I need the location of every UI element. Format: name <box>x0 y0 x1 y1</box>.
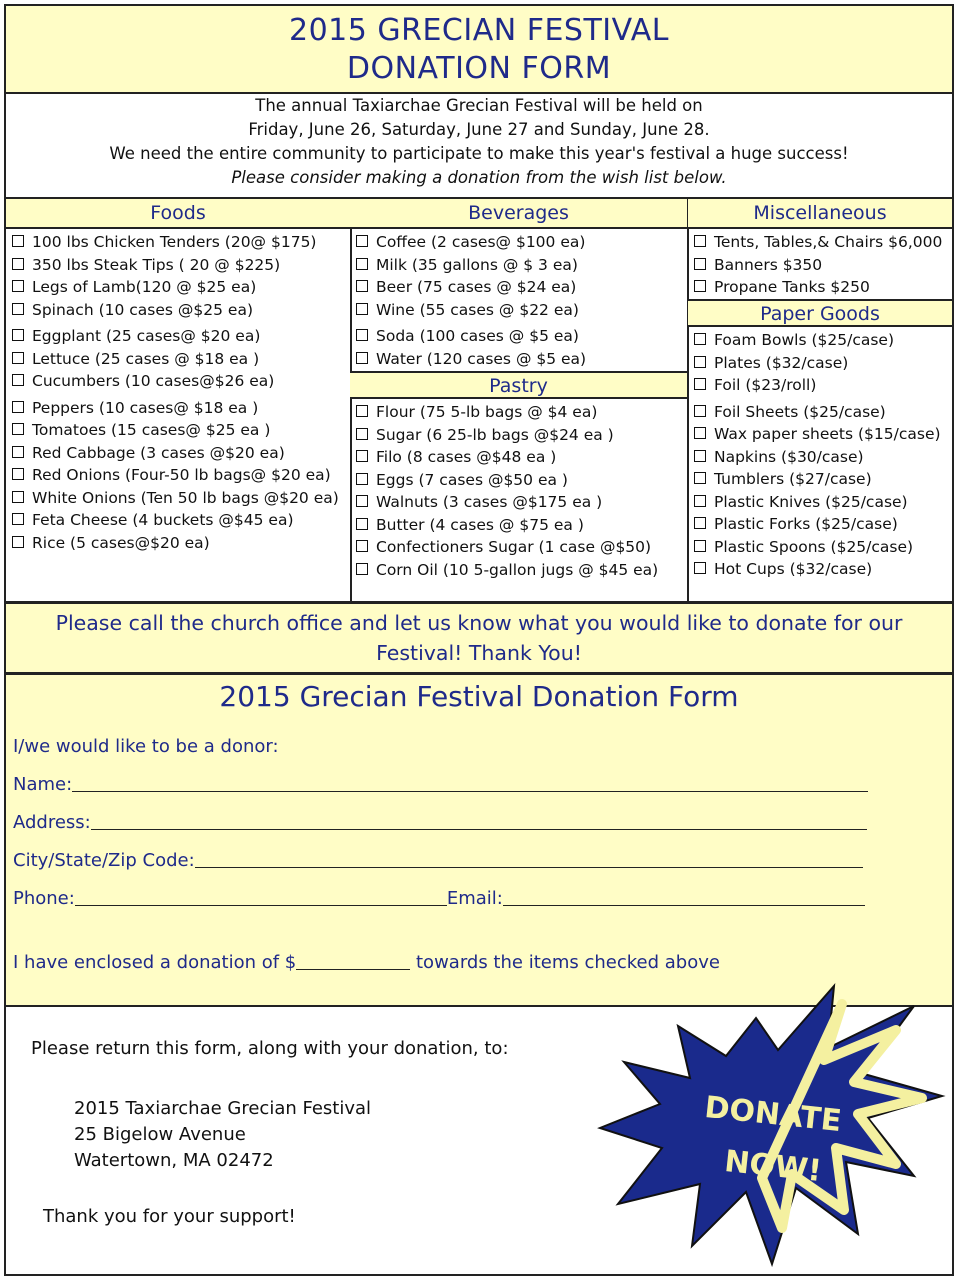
item-label: White Onions (Ten 50 lb bags @$20 ea) <box>32 488 339 507</box>
phone-row <box>13 887 865 911</box>
checklist-item[interactable] <box>356 491 687 514</box>
address-line: 2015 Taxiarchae Grecian Festival <box>74 1098 372 1119</box>
intro-line: We need the entire community to participate to make this year's festival a huge success! <box>109 144 849 163</box>
paper-list <box>688 327 952 581</box>
item-label: Lettuce (25 cases @ $18 ea ) <box>32 349 260 368</box>
checkbox-icon[interactable] <box>12 352 24 364</box>
foods-column <box>6 199 352 601</box>
checklist-item[interactable] <box>12 325 350 348</box>
item-label: Filo (8 cases @$48 ea ) <box>376 448 557 466</box>
item-label: Foil Sheets ($25/case) <box>714 402 886 421</box>
item-label: Eggs (7 cases @$50 ea ) <box>376 470 568 489</box>
address-label: Address: <box>13 812 91 833</box>
misc-column <box>688 199 952 601</box>
donate-now-badge <box>596 978 946 1268</box>
checklist-item[interactable] <box>356 348 687 371</box>
checkbox-icon[interactable] <box>12 303 24 315</box>
checklist-item[interactable] <box>694 329 952 352</box>
item-label: Peppers (10 cases@ $18 ea ) <box>32 398 259 417</box>
checklist-item[interactable] <box>12 276 350 299</box>
amount-field[interactable] <box>296 953 410 970</box>
checklist-item[interactable] <box>356 559 687 582</box>
address-line: Watertown, MA 02472 <box>74 1150 274 1171</box>
item-label: Legs of Lamb(120 @ $25 ea) <box>32 278 257 296</box>
name-label: Name: <box>13 774 73 795</box>
checklist-item[interactable] <box>356 401 687 424</box>
checkbox-icon[interactable] <box>356 428 368 440</box>
checklist-item[interactable] <box>694 352 952 375</box>
checklist-item[interactable] <box>356 254 687 277</box>
return-intro: Please return this form, along with your donation, to: <box>31 1038 509 1059</box>
address-row <box>13 811 867 835</box>
city-row <box>13 849 863 873</box>
checklist-item[interactable] <box>12 532 350 555</box>
checklist-item[interactable] <box>12 397 350 420</box>
checklist-item[interactable] <box>694 513 952 536</box>
item-label: Flour (75 5-lb bags @ $4 ea) <box>376 403 598 421</box>
item-label: Plates ($32/case) <box>714 353 849 372</box>
checklist-item[interactable] <box>694 423 952 446</box>
checkbox-icon[interactable] <box>694 450 706 462</box>
name-field[interactable] <box>72 775 868 792</box>
checkbox-icon[interactable] <box>694 562 706 574</box>
misc-list <box>688 229 952 299</box>
checkbox-icon[interactable] <box>694 427 706 439</box>
pastry-list <box>350 399 687 581</box>
checkbox-icon[interactable] <box>356 405 368 417</box>
item-label: 100 lbs Chicken Tenders (20@ $175) <box>32 233 317 251</box>
enclosed-suffix: towards the items checked above <box>416 952 720 973</box>
checkbox-icon[interactable] <box>12 513 24 525</box>
item-label: Corn Oil (10 5-gallon jugs @ $45 ea) <box>376 560 659 579</box>
checkbox-icon[interactable] <box>694 258 706 270</box>
checklist-item[interactable] <box>12 299 350 322</box>
page-title: 2015 GRECIAN FESTIVAL <box>289 13 669 48</box>
checklist-item[interactable] <box>694 558 952 581</box>
item-label: Eggplant (25 cases@ $20 ea) <box>32 327 261 345</box>
item-label: Tents, Tables,& Chairs $6,000 <box>714 233 943 251</box>
checkbox-icon[interactable] <box>356 540 368 552</box>
city-label: City/State/Zip Code: <box>13 850 195 871</box>
donation-form <box>4 673 954 1007</box>
checkbox-icon[interactable] <box>12 258 24 270</box>
checkbox-icon[interactable] <box>356 329 368 341</box>
checklist-item[interactable] <box>694 536 952 559</box>
checkbox-icon[interactable] <box>694 280 706 292</box>
checklist-item[interactable] <box>694 231 952 254</box>
misc-heading: Miscellaneous <box>688 199 952 229</box>
name-row <box>13 773 868 797</box>
form-title: 2015 Grecian Festival Donation Form <box>219 680 739 713</box>
item-label: Propane Tanks $250 <box>714 278 870 296</box>
item-label: Water (120 cases @ $5 ea) <box>376 349 587 368</box>
checkbox-icon[interactable] <box>694 495 706 507</box>
item-label: Beer (75 cases @ $24 ea) <box>376 278 577 296</box>
beverages-list <box>350 229 687 371</box>
checkbox-icon[interactable] <box>356 258 368 270</box>
checkbox-icon[interactable] <box>356 473 368 485</box>
checklist-item[interactable] <box>694 276 952 299</box>
checklist-item[interactable] <box>356 276 687 299</box>
checklist-item[interactable] <box>694 401 952 424</box>
badge-line2: NOW! <box>722 1144 824 1190</box>
intro-line: Friday, June 26, Saturday, June 27 and Sunday, June 28. <box>248 120 710 139</box>
item-label: Red Cabbage (3 cases @$20 ea) <box>32 443 285 462</box>
checkbox-icon[interactable] <box>12 491 24 503</box>
city-field[interactable] <box>195 851 863 868</box>
call-line: Festival! Thank You! <box>376 641 582 665</box>
item-label: Sugar (6 25-lb bags @$24 ea ) <box>376 425 614 444</box>
address-field[interactable] <box>91 813 867 830</box>
intro-text <box>4 92 954 198</box>
checkbox-icon[interactable] <box>356 518 368 530</box>
checkbox-icon[interactable] <box>694 333 706 345</box>
checkbox-icon[interactable] <box>694 356 706 368</box>
address-line: 25 Bigelow Avenue <box>74 1124 246 1145</box>
item-label: Confectioners Sugar (1 case @$50) <box>376 538 652 556</box>
intro-line: Please consider making a donation from the wish list below. <box>231 168 727 187</box>
checklist-item[interactable] <box>12 487 350 510</box>
checkbox-icon[interactable] <box>12 468 24 480</box>
item-label: Walnuts (3 cases @$175 ea ) <box>376 493 603 511</box>
checkbox-icon[interactable] <box>356 563 368 575</box>
thank-you-text: Thank you for your support! <box>43 1206 296 1227</box>
checklist-item[interactable] <box>12 509 350 532</box>
checklist-item[interactable] <box>694 468 952 491</box>
enclosed-row <box>13 951 720 975</box>
checkbox-icon[interactable] <box>694 235 706 247</box>
item-label: Hot Cups ($32/case) <box>714 560 873 578</box>
item-label: Foil ($23/roll) <box>714 376 817 394</box>
checkbox-icon[interactable] <box>12 374 24 386</box>
item-label: Cucumbers (10 cases@$26 ea) <box>32 372 275 390</box>
checklist-item[interactable] <box>12 348 350 371</box>
header <box>4 4 954 94</box>
checklist-item[interactable] <box>12 231 350 254</box>
call-line: Please call the church office and let us know what you would like to donate for our <box>55 611 903 635</box>
checkbox-icon[interactable] <box>694 378 706 390</box>
beverages-heading: Beverages <box>350 199 687 229</box>
checkbox-icon[interactable] <box>356 235 368 247</box>
item-label: Red Onions (Four-50 lb bags@ $20 ea) <box>32 466 331 484</box>
item-label: Plastic Knives ($25/case) <box>714 492 908 511</box>
email-field[interactable] <box>503 889 865 906</box>
beverages-column <box>350 199 689 601</box>
checklist-item[interactable] <box>356 231 687 254</box>
checklist-item[interactable] <box>12 442 350 465</box>
badge-line1: DONATE <box>702 1089 844 1140</box>
intro-line: The annual Taxiarchae Grecian Festival will be held on <box>255 96 703 115</box>
checklist-item[interactable] <box>356 536 687 559</box>
checkbox-icon[interactable] <box>356 303 368 315</box>
pastry-heading: Pastry <box>350 371 687 399</box>
checkbox-icon[interactable] <box>12 329 24 341</box>
checkbox-icon[interactable] <box>694 540 706 552</box>
call-to-action <box>4 602 954 674</box>
checkbox-icon[interactable] <box>356 280 368 292</box>
item-label: Spinach (10 cases @$25 ea) <box>32 300 254 319</box>
checkbox-icon[interactable] <box>12 446 24 458</box>
enclosed-label: I have enclosed a donation of $ <box>13 952 297 973</box>
checklist-item[interactable] <box>356 446 687 469</box>
page-subtitle: DONATION FORM <box>346 51 612 86</box>
item-label: Soda (100 cases @ $5 ea) <box>376 327 579 345</box>
item-label: Coffee (2 cases@ $100 ea) <box>376 233 586 251</box>
paper-heading: Paper Goods <box>688 299 952 327</box>
checkbox-icon[interactable] <box>356 495 368 507</box>
checkbox-icon[interactable] <box>694 472 706 484</box>
checkbox-icon[interactable] <box>12 235 24 247</box>
item-label: Wine (55 cases @ $22 ea) <box>376 300 579 319</box>
checklist-item[interactable] <box>12 419 350 442</box>
foods-list <box>6 229 350 554</box>
item-label: Feta Cheese (4 buckets @$45 ea) <box>32 511 294 529</box>
checklist-item[interactable] <box>694 446 952 469</box>
item-label: Plastic Forks ($25/case) <box>714 515 898 533</box>
item-label: Tomatoes (15 cases@ $25 ea ) <box>32 421 271 439</box>
wish-list <box>4 197 954 603</box>
donor-label: I/we would like to be a donor: <box>13 736 279 757</box>
checkbox-icon[interactable] <box>12 423 24 435</box>
item-label: Milk (35 gallons @ $ 3 ea) <box>376 255 578 274</box>
checkbox-icon[interactable] <box>12 536 24 548</box>
foods-heading: Foods <box>6 199 350 229</box>
checklist-item[interactable] <box>356 325 687 348</box>
checklist-item[interactable] <box>12 370 350 393</box>
checkbox-icon[interactable] <box>694 517 706 529</box>
checklist-item[interactable] <box>694 254 952 277</box>
item-label: Banners $350 <box>714 255 823 274</box>
item-label: Butter (4 cases @ $75 ea ) <box>376 515 584 534</box>
checklist-item[interactable] <box>356 424 687 447</box>
item-label: Rice (5 cases@$20 ea) <box>32 533 210 552</box>
checkbox-icon[interactable] <box>12 280 24 292</box>
checklist-item[interactable] <box>356 514 687 537</box>
checklist-item[interactable] <box>12 464 350 487</box>
checkbox-icon[interactable] <box>356 450 368 462</box>
checklist-item[interactable] <box>356 299 687 322</box>
item-label: Foam Bowls ($25/case) <box>714 331 895 349</box>
checklist-item[interactable] <box>694 491 952 514</box>
checkbox-icon[interactable] <box>356 352 368 364</box>
phone-field[interactable] <box>75 889 447 906</box>
item-label: Napkins ($30/case) <box>714 447 864 466</box>
checklist-item[interactable] <box>694 374 952 397</box>
email-label: Email: <box>446 888 503 909</box>
checklist-item[interactable] <box>12 254 350 277</box>
checkbox-icon[interactable] <box>694 405 706 417</box>
checkbox-icon[interactable] <box>12 401 24 413</box>
checklist-item[interactable] <box>356 469 687 492</box>
phone-label: Phone: <box>13 888 75 909</box>
item-label: Tumblers ($27/case) <box>714 470 872 488</box>
item-label: Wax paper sheets ($15/case) <box>714 425 941 443</box>
item-label: 350 lbs Steak Tips ( 20 @ $225) <box>32 255 281 274</box>
item-label: Plastic Spoons ($25/case) <box>714 537 914 556</box>
